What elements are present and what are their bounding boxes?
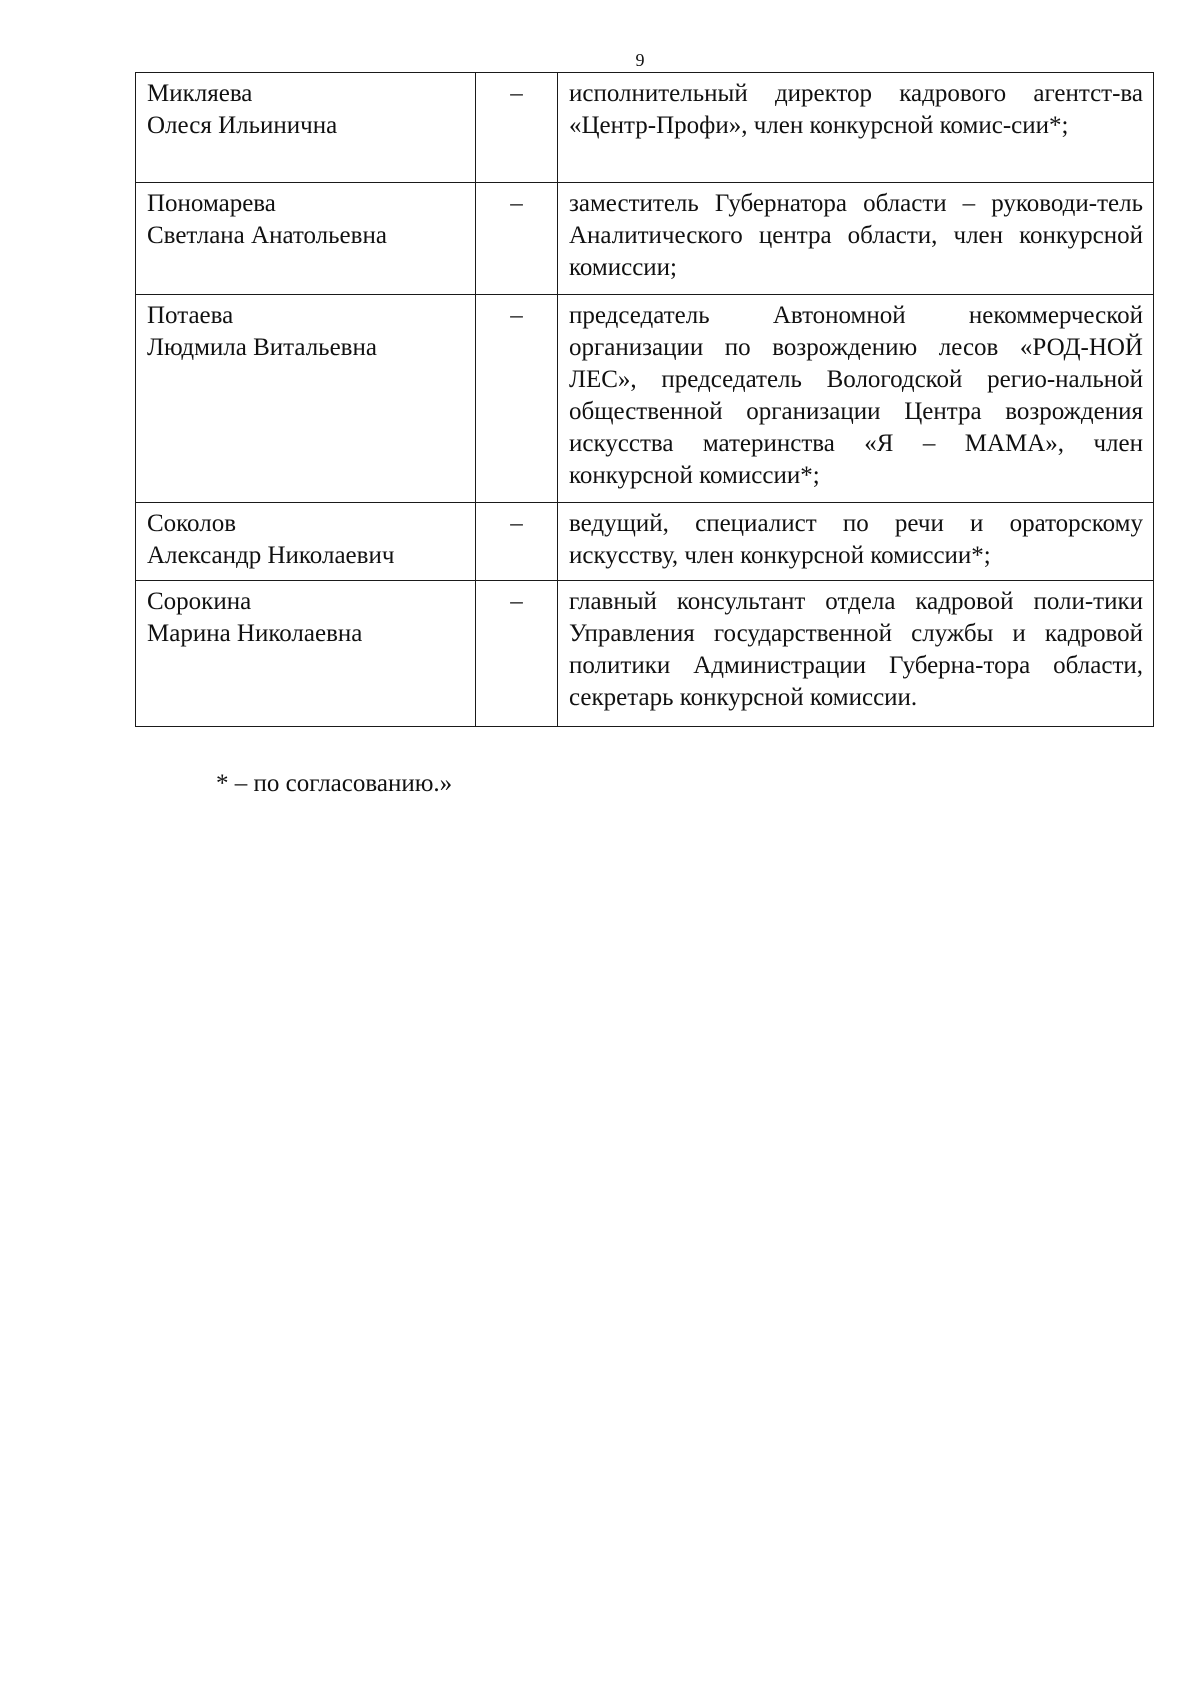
- member-surname: Микляева: [147, 80, 253, 107]
- member-given-names: Александр Николаевич: [147, 542, 395, 569]
- member-given-names: Олеся Ильинична: [147, 112, 338, 139]
- member-name-cell: [136, 183, 476, 295]
- member-role-cell: [558, 295, 1154, 503]
- member-role-cell: [558, 183, 1154, 295]
- dash-cell: –: [476, 183, 558, 295]
- member-role-cell: [558, 581, 1154, 727]
- member-role: ведущий, специалист по речи и ораторскому искусству, член конкурсной комиссии*;: [569, 510, 1143, 569]
- dash-cell: –: [476, 73, 558, 183]
- member-role: председатель Автономной некоммерческой организации по возрождению лесов «РОД-НОЙ ЛЕС», председатель Вологодской регио-нальной общественной организации Центра возрождения искусства материнства «Я – МАМА», член конкурсной комиссии*;: [569, 302, 1143, 489]
- member-given-names: Светлана Анатольевна: [147, 222, 387, 249]
- member-given-names: Марина Николаевна: [147, 620, 363, 647]
- table-row: [136, 295, 1154, 503]
- member-name-cell: [136, 295, 476, 503]
- member-name-cell: [136, 73, 476, 183]
- commission-members-table: [135, 72, 1154, 727]
- dash-cell: –: [476, 503, 558, 581]
- member-role: главный консультант отдела кадровой поли-тики Управления государственной службы и кадровой политики Администрации Губерна-тора области, секретарь конкурсной комиссии.: [569, 588, 1143, 711]
- member-role: исполнительный директор кадрового агентст-ва «Центр-Профи», член конкурсной комис-сии*;: [569, 80, 1143, 139]
- member-surname: Пономарева: [147, 190, 276, 217]
- table-row: [136, 581, 1154, 727]
- member-role-cell: [558, 73, 1154, 183]
- member-role-cell: [558, 503, 1154, 581]
- footnote: * – по согласованию.»: [216, 770, 453, 797]
- table-row: [136, 73, 1154, 183]
- member-surname: Потаева: [147, 302, 234, 329]
- dash-cell: –: [476, 295, 558, 503]
- dash-cell: –: [476, 581, 558, 727]
- member-surname: Сорокина: [147, 588, 252, 615]
- page-number: 9: [635, 50, 645, 70]
- table-row: [136, 503, 1154, 581]
- member-name-cell: [136, 581, 476, 727]
- member-surname: Соколов: [147, 510, 237, 537]
- member-name-cell: [136, 503, 476, 581]
- table-row: [136, 183, 1154, 295]
- member-role: заместитель Губернатора области – руководи-тель Аналитического центра области, член конкурсной комиссии;: [569, 190, 1143, 281]
- member-given-names: Людмила Витальевна: [147, 334, 377, 361]
